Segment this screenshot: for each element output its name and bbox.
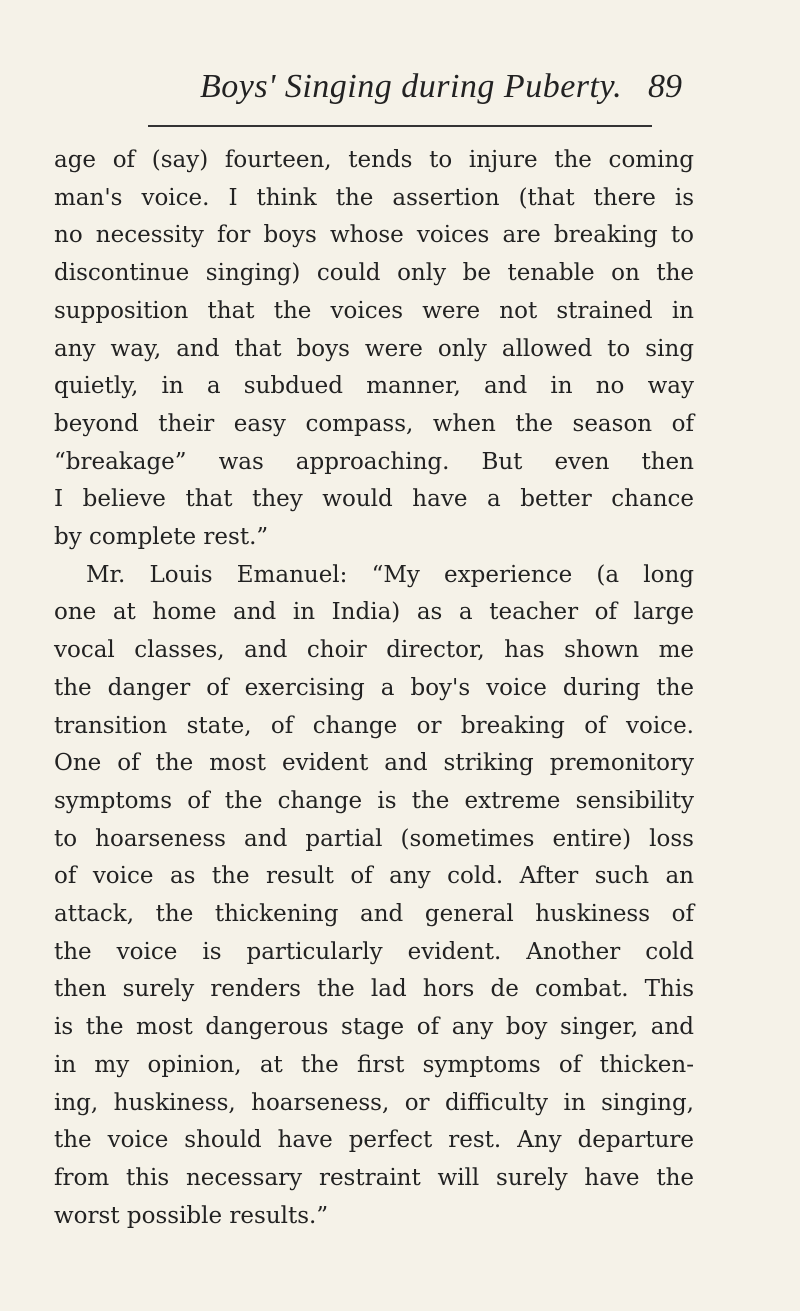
text-line-paragraph-end: worst possible results.” [54,1202,329,1229]
text-line: no necessity for boys whose voices are breaking to [54,222,694,249]
text-line: of voice as the result of any cold. After such an [54,863,694,890]
text-line: One of the most evident and striking premonitory [54,750,694,777]
header-rule [148,125,652,127]
text-line: supposition that the voices were not strained in [54,297,694,324]
body-text [54,142,694,1235]
text-line: in my opinion, at the first symptoms of thicken- [54,1051,694,1078]
text-line: “breakage” was approaching. But even then [54,448,694,475]
text-line: one at home and in India) as a teacher of large [54,599,694,626]
page-number: 89 [648,68,682,105]
text-line: the voice should have perfect rest. Any departure [54,1127,694,1154]
text-line: symptoms of the change is the extreme sensibility [54,787,694,814]
text-line: the danger of exercising a boy's voice during the [54,674,694,701]
text-line: to hoarseness and partial (sometimes entire) loss [54,825,694,852]
text-line: ing, huskiness, hoarseness, or difficulty in singing, [54,1089,694,1116]
text-line: age of (say) fourteen, tends to injure the coming [54,147,694,173]
text-line: discontinue singing) could only be tenable on the [54,260,694,287]
text-line: from this necessary restraint will surely have the [54,1164,694,1191]
text-line: transition state, of change or breaking of voice. [54,712,694,739]
text-line: attack, the thickening and general huskiness of [54,901,694,928]
text-line: I believe that they would have a better chance [54,486,694,513]
running-head: Boys' Singing during Puberty. [200,68,623,105]
text-line-italic-phrase: beyond their easy compass, when the season of [54,410,694,437]
text-line: quietly, in a subdued manner, and in no way [54,373,694,400]
text-line: the voice is particularly evident. Another cold [54,938,694,965]
text-line: vocal classes, and choir director, has shown me [54,637,694,664]
page-header [0,68,800,128]
text-line-paragraph-start: Mr. Louis Emanuel: “My experience (a long [86,561,694,588]
text-line-paragraph-end: by complete rest.” [54,524,269,551]
text-line: is the most dangerous stage of any boy singer, and [54,1014,694,1041]
text-line: man's voice. I think the assertion (that there is [54,184,694,211]
text-line: then surely renders the lad hors de combat. This [54,976,694,1003]
text-line: any way, and that boys were only allowed to sing [54,335,694,362]
